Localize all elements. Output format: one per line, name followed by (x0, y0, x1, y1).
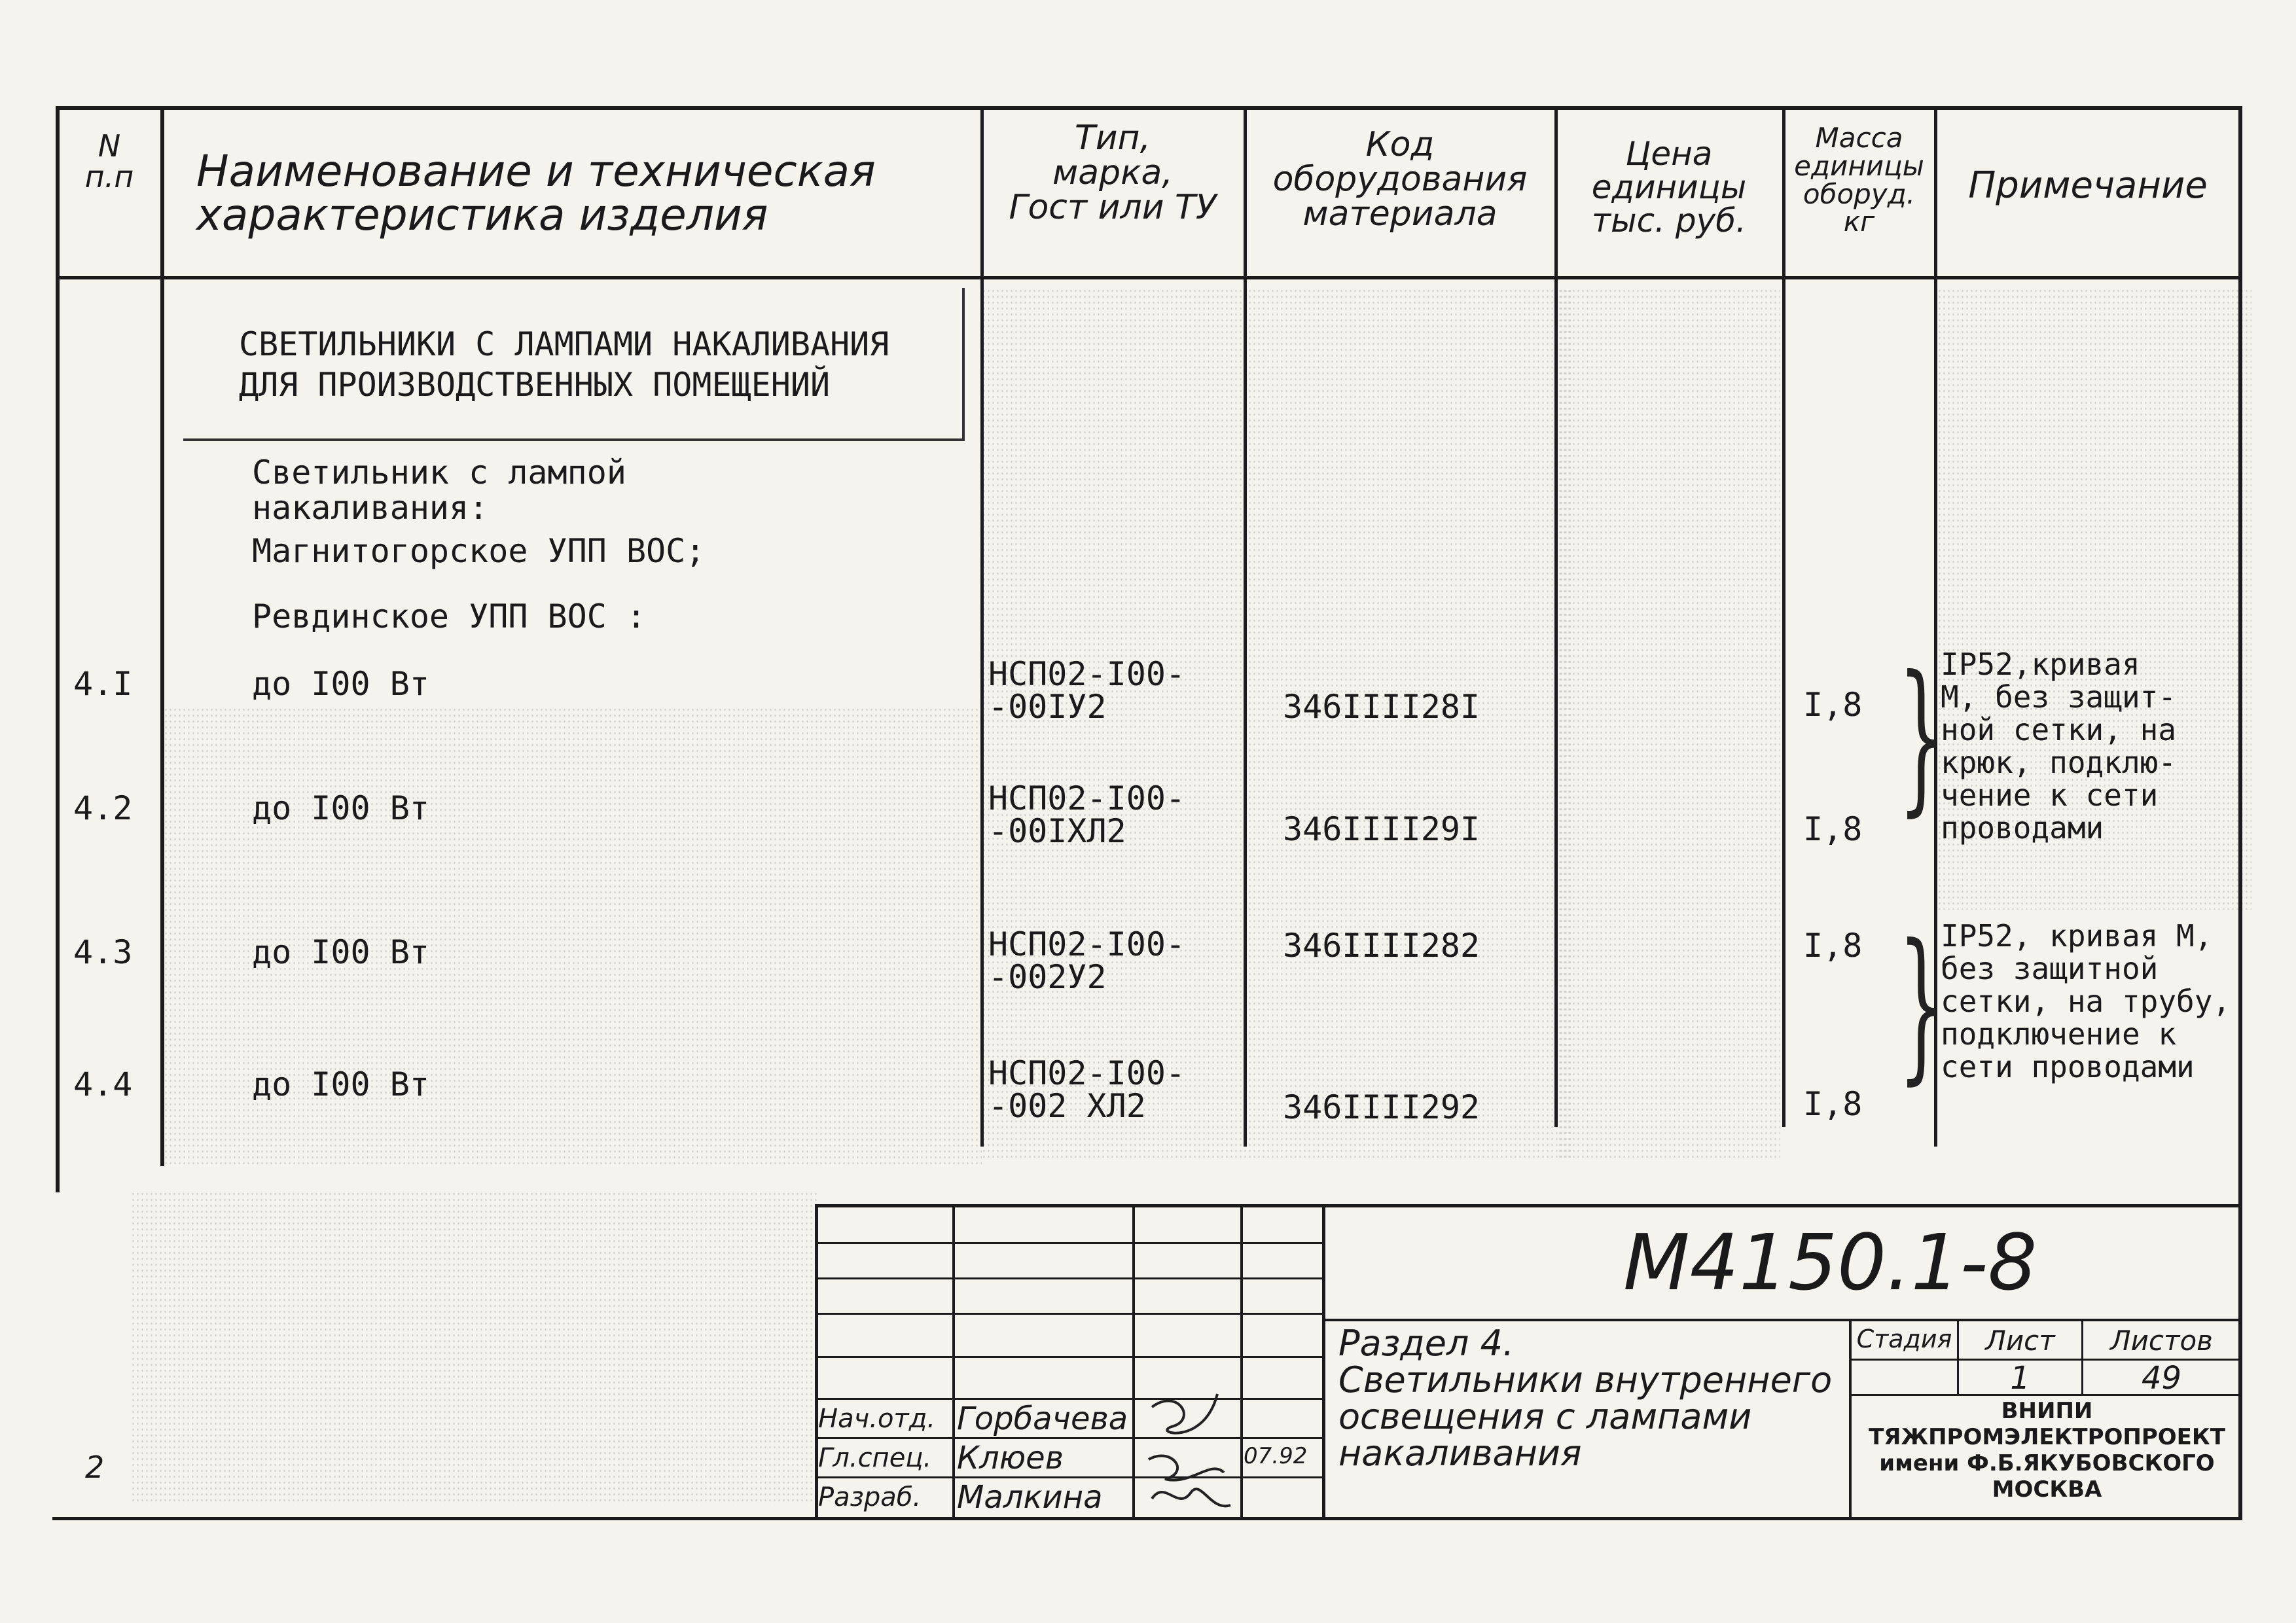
row-name: до I00 Вт (252, 665, 429, 703)
brace-icon: } (1898, 641, 1945, 831)
section-intro: Светильник с лампой накаливания: (252, 454, 626, 527)
row-code: 346IIII28I (1283, 688, 1480, 726)
row-code: 346IIII29I (1283, 810, 1480, 848)
header-name: Наименование и техническая характеристика изделия (196, 146, 876, 241)
row-name: до I00 Вт (252, 789, 429, 827)
row-num: 4.3 (73, 933, 133, 971)
header-mass: Масса единицы оборуд. кг (1794, 122, 1924, 238)
row-mass: I,8 (1803, 686, 1863, 724)
scan-noise (131, 1191, 818, 1505)
row-mass: I,8 (1803, 1085, 1863, 1123)
document-code: М4150.1-8 (1623, 1217, 2037, 1308)
note-group-2: IP52, кривая М, без защитной сетки, на трубу, подключение к сети проводами (1941, 918, 2231, 1084)
header-code: Код оборудования материала (1272, 125, 1528, 234)
row-type: НСП02-I00- -00IУ2 (988, 655, 1186, 726)
row-code: 346IIII292 (1283, 1088, 1480, 1126)
signature-icon (1139, 1381, 1237, 1518)
row-mass: I,8 (1803, 927, 1863, 965)
header-num: N п.п (84, 128, 134, 194)
header-note: Примечание (1968, 164, 2208, 207)
row-num: 4.4 (73, 1065, 133, 1103)
scan-noise (1558, 288, 1780, 1158)
page-number: 2 (85, 1450, 105, 1485)
role-label: Нач.отд. (818, 1404, 936, 1434)
stage-label: Стадия (1856, 1325, 1952, 1353)
brace-icon: } (1898, 909, 1945, 1099)
stamp-section-title: Раздел 4. Светильники внутреннего освещения с лампами накаливания (1338, 1323, 1833, 1474)
row-type: НСП02-I00- -002 ХЛ2 (988, 1054, 1186, 1125)
signer-name: Клюев (957, 1440, 1064, 1476)
sheets-label: Листов (2110, 1325, 2213, 1357)
role-label: Разраб. (818, 1482, 922, 1512)
row-type: НСП02-I00- -002У2 (988, 925, 1186, 996)
stamp-date: 07.92 (1244, 1443, 1308, 1469)
plant-1: Магнитогорское УПП ВОС; (252, 532, 706, 570)
plant-2: Ревдинское УПП ВОС : (252, 597, 647, 635)
header-type: Тип, марка, Гост или ТУ (1009, 118, 1217, 228)
row-name: до I00 Вт (252, 1065, 429, 1103)
row-type: НСП02-I00- -00IХЛ2 (988, 779, 1186, 850)
section-title: СВЕТИЛЬНИКИ С ЛАМПАМИ НАКАЛИВАНИЯ ДЛЯ ПРОИЗВОДСТВЕННЫХ ПОМЕЩЕНИЙ (239, 325, 889, 404)
row-name: до I00 Вт (252, 933, 429, 971)
role-label: Гл.спец. (818, 1443, 932, 1473)
row-num: 4.I (73, 665, 133, 703)
signer-name: Горбачева (957, 1400, 1128, 1437)
note-group-1: IP52,кривая М, без защит- ной сетки, на крюк, подклю- чение к сети проводами (1941, 647, 2177, 846)
header-price: Цена единицы тыс. руб. (1591, 135, 1747, 240)
sheet-label: Лист (1985, 1325, 2055, 1357)
signer-name: Малкина (957, 1479, 1103, 1516)
row-code: 346IIII282 (1283, 927, 1480, 965)
row-num: 4.2 (73, 789, 133, 827)
organization: ВНИПИ ТЯЖПРОМЭЛЕКТРОПРОЕКТ имени Ф.Б.ЯКУБОВСКОГО МОСКВА (1869, 1398, 2225, 1503)
row-mass: I,8 (1803, 810, 1863, 848)
sheet-number: 1 (2010, 1360, 2030, 1397)
sheets-count: 49 (2141, 1360, 2182, 1397)
